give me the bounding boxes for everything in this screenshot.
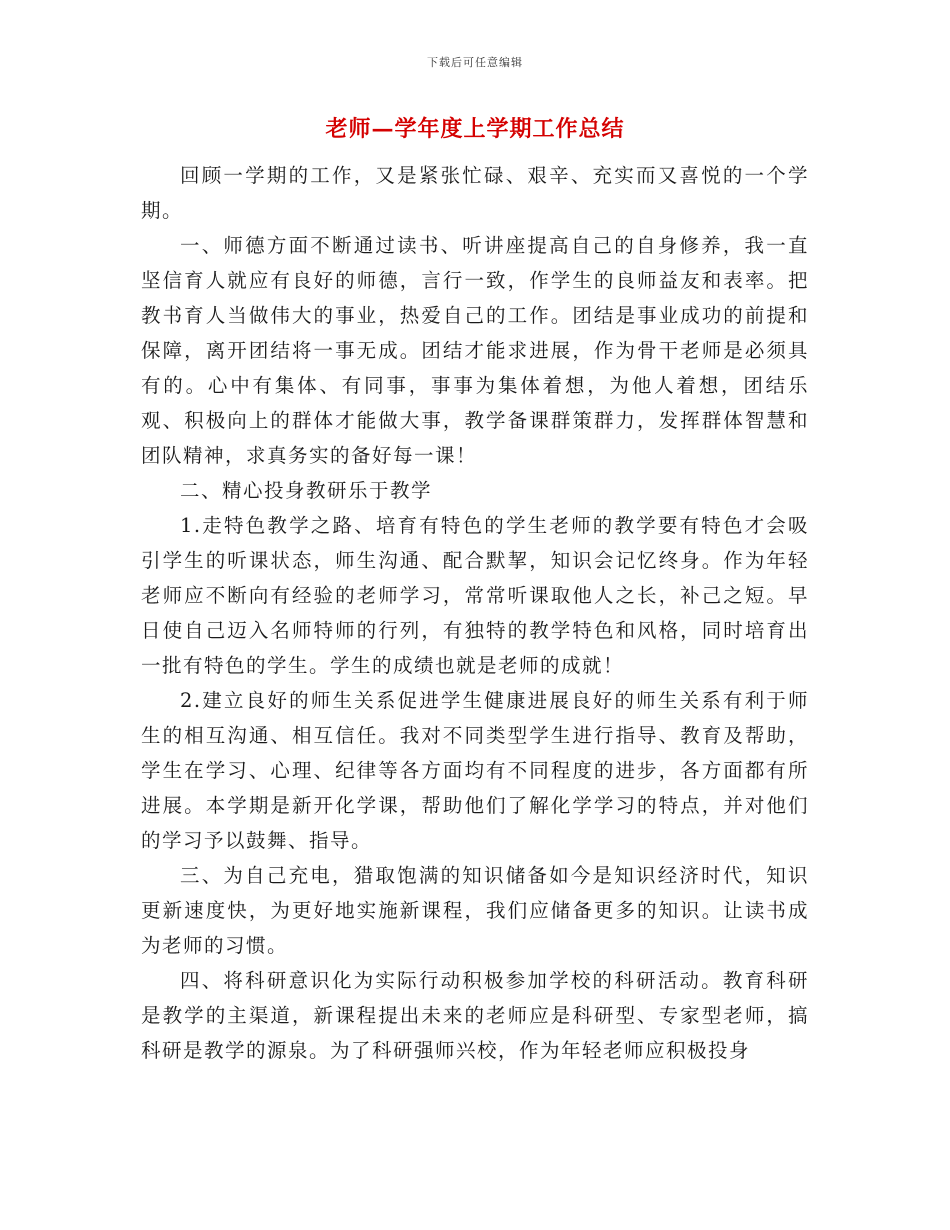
paragraph-section-2-item-1: 1.走特色教学之路、培育有特色的学生老师的教学要有特色才会吸引学生的听课状态，师生沟通、配合默挈，知识会记忆终身。作为年轻老师应不断向有经验的老师学习，常常听课取他人之长，补己之短。早日使自己迈入名师特师的行列，有独特的教学特色和风格，同时培育出一批有特色的学生。学生的成绩也就是老师的成就！ [141, 514, 809, 677]
paragraph-section-2-item-2: 2.建立良好的师生关系促进学生健康进展良好的师生关系有利于师生的相互沟通、相互信任。我对不同类型学生进行指导、教育及帮助，学生在学习、心理、纪律等各方面均有不同程度的进步，各方面都有所进展。本学期是新开化学课，帮助他们了解化学学习的特点，并对他们的学习予以鼓舞、指导。 [141, 689, 809, 852]
paragraph-section-1: 一、师德方面不断通过读书、听讲座提高自己的自身修养，我一直坚信育人就应有良好的师德，言行一致，作学生的良师益友和表率。把教书育人当做伟大的事业，热爱自己的工作。团结是事业成功的前提和保障，离开团结将一事无成。团结才能求进展，作为骨干老师是必须具有的。心中有集体、有同事，事事为集体着想，为他人着想，团结乐观、积极向上的群体才能做大事，教学备课群策群力，发挥群体智慧和团队精神，求真务实的备好每一课！ [141, 234, 809, 467]
document-body [141, 158, 809, 1068]
paragraph-intro: 回顾一学期的工作，又是紧张忙碌、艰辛、充实而又喜悦的一个学期。 [141, 164, 809, 222]
paragraph-section-3: 三、为自己充电，猎取饱满的知识储备如今是知识经济时代，知识更新速度快，为更好地实施新课程，我们应储备更多的知识。让读书成为老师的习惯。 [141, 864, 809, 957]
paragraph-section-4: 四、将科研意识化为实际行动积极参加学校的科研活动。教育科研是教学的主渠道，新课程提出未来的老师应是科研型、专家型老师，搞科研是教学的源泉。为了科研强师兴校，作为年轻老师应积极投身 [141, 969, 809, 1062]
document-title: 老师—学年度上学期工作总结 [325, 116, 625, 142]
paragraph-section-2-heading: 二、精心投身教研乐于教学 [180, 479, 433, 502]
header-note: 下载后可任意编辑 [427, 56, 523, 69]
